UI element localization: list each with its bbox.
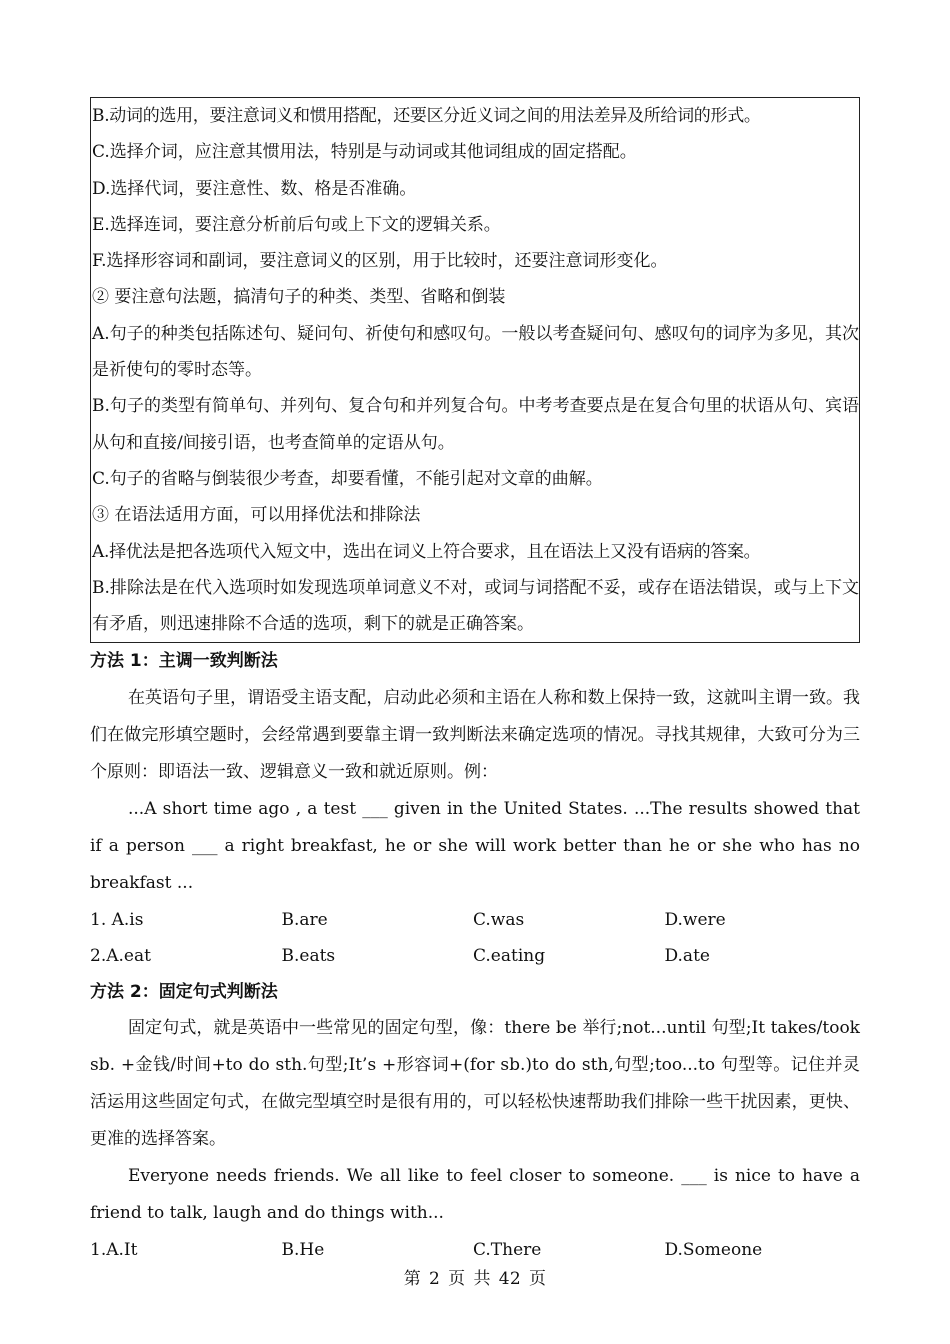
option: C.eating — [473, 945, 546, 966]
option: C.was — [473, 909, 525, 930]
page-footer — [0, 1264, 950, 1289]
total-pages-number: 42 — [498, 1269, 521, 1289]
option: 1. A.is — [90, 909, 144, 930]
option: D.Someone — [664, 1240, 763, 1261]
method2-example: Everyone needs friends. We all like to feel closer to someone. ___ is nice to have a friend to talk, laugh and do things with... — [90, 1166, 860, 1224]
option: 2.A.eat — [90, 945, 151, 966]
method1-title: 方法 1：主调一致判断法 — [90, 651, 278, 672]
page-content — [90, 97, 860, 1268]
option: C.There — [473, 1240, 542, 1261]
current-page-number: 2 — [429, 1269, 441, 1289]
option: B.eats — [281, 945, 336, 966]
tip-pronoun: D.选择代词，要注意性、数、格是否准确。 — [92, 178, 417, 199]
optimal-method: A.择优法是把各选项代入短文中，选出在词义上符合要求，且在语法上又没有语病的答案。 — [92, 541, 761, 562]
method2-paragraph: 固定句式，就是英语中一些常见的固定句型，像：there be 举行;not...until 句型;It takes/took sb. +金钱/时间+to do sth.句型;It’s +形容词+(for sb.)to do sth,句型;too...to 句型等。记住并灵活运用这些固定句式，在做完型填空时是很有用的，可以轻松快速帮助我们排除一些干扰因素，更快、更准的选择答案。 — [90, 1018, 860, 1150]
elimination-method: B.排除法是在代入选项时如发现选项单词意义不对，或词与词搭配不妥，或存在语法错误，或与上下文有矛盾，则迅速排除不合适的选项，剩下的就是正确答案。 — [92, 577, 859, 635]
tip-conjunction: E.选择连词，要注意分析前后句或上下文的逻辑关系。 — [92, 214, 501, 235]
footer-label-mid: 页 — [448, 1269, 466, 1289]
footer-label-total: 共 — [473, 1269, 491, 1289]
footer-label-end: 页 — [528, 1269, 547, 1289]
sentence-types: B.句子的类型有简单句、并列句、复合句和并列复合句。中考考查要点是在复合句里的状语从句、宾语从句和直接/间接引语，也考查简单的定语从句。 — [92, 396, 859, 453]
method1-paragraph: 在英语句子里，谓语受主语支配，启动此必须和主语在人称和数上保持一致，这就叫主谓一致。我们在做完形填空题时，会经常遇到要靠主谓一致判断法来确定选项的情况。寻找其规律，大致可分为三个原则：即语法一致、逻辑意义一致和就近原则。例： — [90, 687, 860, 782]
option: 1.A.It — [90, 1240, 138, 1261]
method1-example: ...A short time ago , a test ___ given in the United States. ...The results showed that if a person ___ a right breakfast, he or she will work better than he or she who has no breakfast ... — [90, 798, 860, 893]
tip-verb: B.动词的选用，要注意词义和惯用搭配，还要区分近义词之间的用法差异及所给词的形式。 — [92, 106, 761, 126]
option: B.He — [281, 1240, 325, 1261]
option: D.ate — [664, 945, 710, 966]
syntax-heading: ② 要注意句法题，搞清句子的种类、类型、省略和倒装 — [92, 287, 506, 308]
method2-question-options — [90, 1232, 860, 1268]
sentence-kinds: A.句子的种类包括陈述句、疑问句、祈使句和感叹句。一般以考查疑问句、感叹句的词序为多见，其次是祈使句的零时态等。 — [92, 323, 859, 381]
question-1-options — [90, 902, 860, 938]
question-2-options — [90, 938, 860, 974]
methods-heading: ③ 在语法适用方面，可以用择优法和排除法 — [92, 505, 421, 526]
method2-title: 方法 2：固定句式判断法 — [90, 981, 278, 1002]
option: D.were — [664, 909, 726, 930]
footer-label-page: 第 — [403, 1269, 421, 1289]
grammar-tips-box — [90, 97, 860, 643]
tip-adjective: F.选择形容词和副词，要注意词义的区别，用于比较时，还要注意词形变化。 — [92, 251, 668, 272]
option: B.are — [281, 909, 328, 930]
tip-preposition: C.选择介词，应注意其惯用法，特别是与动词或其他词组成的固定搭配。 — [92, 142, 637, 163]
ellipsis-inversion: C.句子的省略与倒装很少考查，却要看懂，不能引起对文章的曲解。 — [92, 468, 603, 489]
